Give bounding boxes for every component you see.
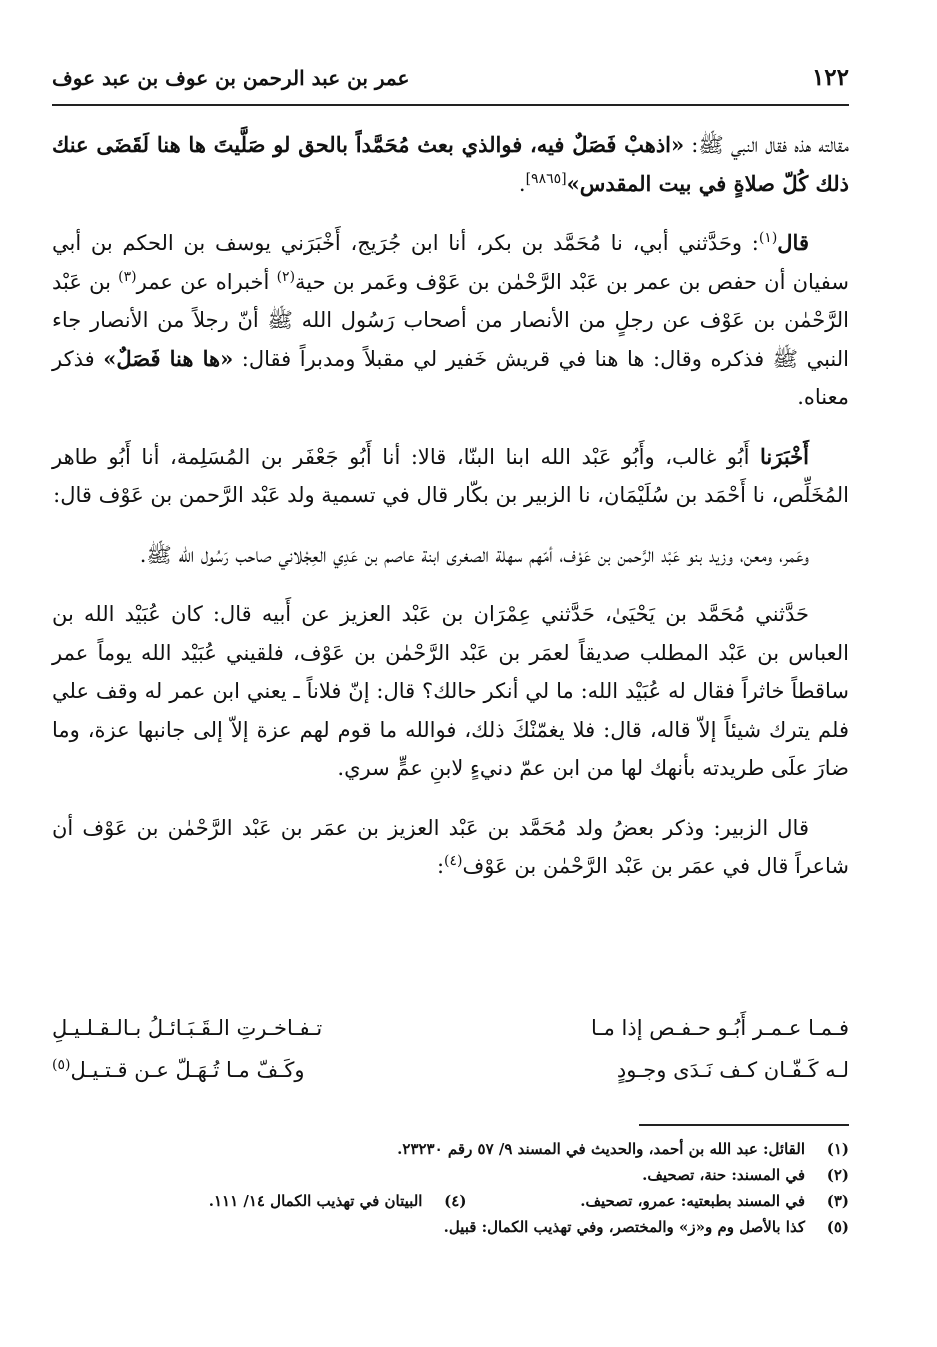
paragraph-5: حَدَّثني مُحَمَّد بن يَحْيَىٰ، حَدَّثني عِمْرَان بن عَبْد العزيز عن أَبيه قال: كان عُبَيْد الله بن العباس بن عَبْد المطلب صديقاً لعمَر بن عَبْد الرَّحْمٰن بن عَوْف، فلقيني عُبَيْد الله يوماً عمر ساقطاً خاثراً فقال له عُبَيْد الله: ما لي أنكر حالك؟ قال: إنّ فلاناً ـ يعني ابن عمر له وقف علي فلم يترك شيئاً إلاّ قاله، قال: فلا يغمّنْكَ ذلك، فوالله ما قوم لهم عزة إلاّ إلى جانبها عزة، وما ضارَ علَى طريدته بأنهك لها من ابن عمّ دنيءٍ لابنِ عمٍّ سري. bbox=[52, 602, 849, 780]
footnote-text: في المسند: حنة، تصحيف. bbox=[642, 1166, 805, 1184]
footnotes bbox=[52, 1136, 849, 1240]
text-run: أَبُو غالب، وأَبُو عَبْد الله ابنا البنّا، قالا: أنا أَبُو جَعْفَر بن المُسَلِمة، أنا أَبُو طاهر المُخَلِّص، نا أَحْمَد بن سُلَيْمَان، نا الزبير بن بكّار قال في تسمية ولد عَبْد الرَّحمن بن عَوْف قال: bbox=[52, 444, 849, 507]
paragraph-1 bbox=[52, 126, 849, 203]
lead-word: قال bbox=[777, 230, 809, 255]
hadith-quote: «اذهبْ فَصَلٌ فيه، فوالذي بعث مُحَمَّداً بالحق لو صَلَّيتَ ها هنا لَقَضَى عنك ذلك كُلّ صلاةٍ في بيت المقدس» bbox=[52, 132, 849, 196]
second-hemistich bbox=[52, 1050, 304, 1092]
footnote-ref-2: (٢) bbox=[276, 268, 296, 285]
paragraph-4: وعَمر، ومعن، وزيد بنو عَبْد الرَّحمن بن عَوْف، أمّهم سهلة الصغرى ابنة عاصم بن عَدِي العِجْلاني صاحب رَسُول الله ﷺ. bbox=[139, 542, 809, 567]
footnote-2 bbox=[642, 1162, 849, 1188]
page-number: ١٢٢ bbox=[811, 64, 849, 91]
hemistich-text: تـفـاخـرتِ الـقَـبَـائـلُ بـالـقـلـيـلِ bbox=[52, 1016, 323, 1040]
verse-line bbox=[52, 1050, 849, 1092]
first-hemistich: فـمـا عـمـر أَبُـو حـفـص إذا مـا bbox=[591, 1016, 849, 1040]
hadith-quote: «ها هنا فَصَلٌ» bbox=[103, 345, 234, 371]
hemistich-text: وكَـفّ مـا تُـهَـلّ عـن قـتـيـل bbox=[70, 1058, 305, 1082]
footnote-number: (١) bbox=[826, 1140, 849, 1158]
footnote-ref-1: (١) bbox=[758, 230, 778, 246]
paragraph-3 bbox=[52, 438, 849, 515]
hadith-number: [٩٨٦٥] bbox=[525, 170, 567, 187]
page-header bbox=[52, 58, 849, 106]
footnote-5 bbox=[444, 1214, 849, 1240]
lead-word: أَخْبَرَنا bbox=[760, 443, 809, 469]
text-run: : وحَدَّثني أبي، نا مُحَمَّد بن بكر، أنا ابن جُرَيج، أَخْبَرَني يوسف بن الحكم بن أبي سفيان أن حفص بن عمر بن عَبْد الرَّحْمٰن بن عَوْف وعَمر بن حية bbox=[52, 231, 849, 294]
footnote-separator bbox=[639, 1124, 849, 1126]
footnote-ref-4: (٤) bbox=[444, 853, 463, 869]
paragraph-6 bbox=[52, 809, 849, 886]
verse-line bbox=[52, 1008, 849, 1050]
footnote-text: البيتان في تهذيب الكمال ١٤/ ١١١. bbox=[208, 1192, 423, 1210]
text-run: مقالته هذه فقال النبي ﷺ: bbox=[684, 133, 849, 157]
footnote-text: القائل: عبد الله بن أحمد، والحديث في المسند ٩/ ٥٧ رقم ٢٣٢٣٠. bbox=[397, 1140, 805, 1158]
text-run: . bbox=[518, 171, 526, 196]
footnote-number: (٣) bbox=[826, 1192, 849, 1210]
footnote-1 bbox=[397, 1136, 849, 1162]
footnote-3 bbox=[466, 1188, 849, 1214]
text-run: فذكر معناه. bbox=[52, 346, 849, 409]
paragraph-2 bbox=[52, 224, 849, 417]
text-run: بن عَبْد الرَّحْمٰن بن عَوْف عن رجلٍ من الأنصار من أصحاب رَسُول الله ﷺ أنّ رجلاً من الأنصار جاء النبي ﷺ فذكره وقال: ها هنا في قريش خَفير لي مقبلاً ومدبراً فقال: bbox=[52, 269, 850, 371]
footnote-4 bbox=[209, 1188, 467, 1214]
running-title: عمر بن عبد الرحمن بن عوف بن عبد عوف bbox=[52, 66, 410, 90]
footnote-row bbox=[52, 1214, 849, 1240]
footnote-row bbox=[52, 1162, 849, 1188]
first-hemistich: لـه كَـفّـان كـف نَـدَى وجـودٍ bbox=[616, 1058, 849, 1082]
footnote-text: كذا بالأصل وم و«ز» والمختصر، وفي تهذيب الكمال: قبيل. bbox=[443, 1218, 805, 1236]
text-run: قال الزبير: وذكر بعضُ ولد مُحَمَّد بن عَبْد العزيز بن عمَر بن عَبْد الرَّحْمٰن بن عَوْف أن شاعراً قال في عمَر بن عَبْد الرَّحْمٰن بن عَوْف bbox=[52, 815, 849, 878]
footnote-ref-3: (٣) bbox=[118, 268, 137, 285]
poem bbox=[52, 1008, 849, 1092]
footnote-number: (٢) bbox=[826, 1166, 849, 1184]
footnote-number: (٥) bbox=[826, 1218, 849, 1236]
footnote-row bbox=[52, 1188, 849, 1214]
footnote-row bbox=[52, 1136, 849, 1162]
footnote-number: (٤) bbox=[444, 1192, 467, 1210]
footnote-text: في المسند بطبعتيه: عمرو، تصحيف. bbox=[580, 1192, 805, 1210]
footnote-ref-5: (٥) bbox=[52, 1057, 71, 1073]
main-text bbox=[52, 126, 849, 907]
text-run: أخبراه عن عمر bbox=[136, 269, 277, 294]
text-run: : bbox=[436, 854, 445, 878]
second-hemistich bbox=[52, 1008, 322, 1050]
